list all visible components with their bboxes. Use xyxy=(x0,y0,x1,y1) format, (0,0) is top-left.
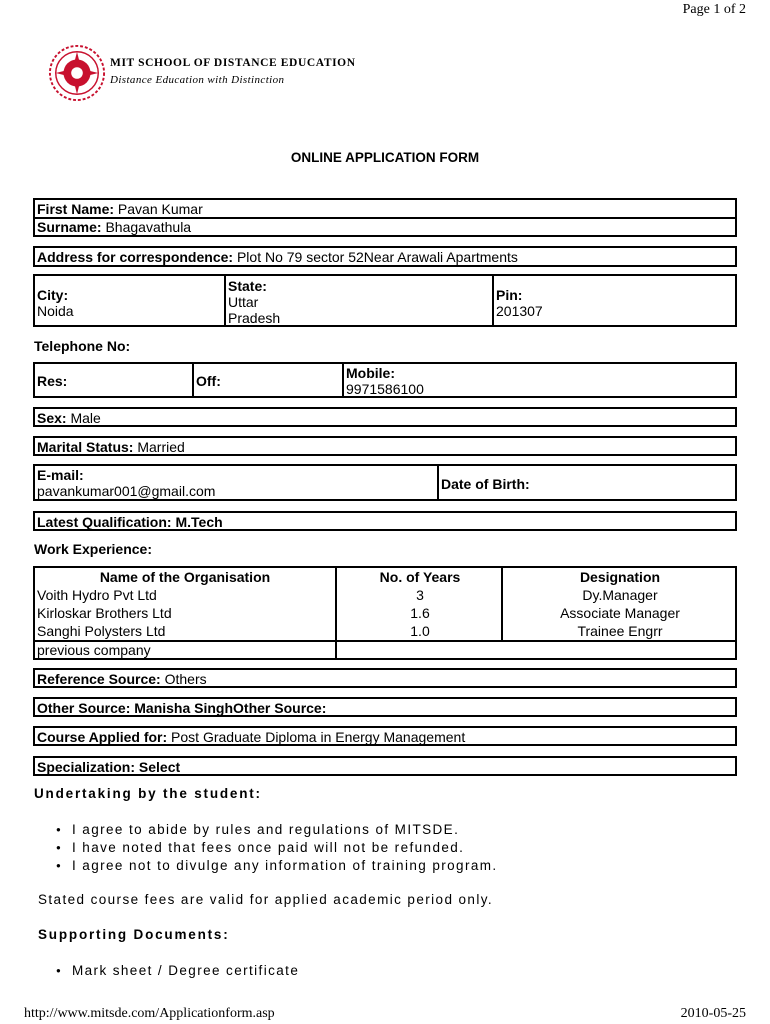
surname-value: Bhagavathula xyxy=(105,219,192,235)
off-label: Off: xyxy=(196,373,221,389)
address-section xyxy=(33,246,737,267)
years: 1.6 xyxy=(410,605,430,621)
col-header-designation: Designation xyxy=(579,569,661,585)
res-label: Res: xyxy=(37,373,68,389)
email-value: pavankumar001@gmail.com xyxy=(37,483,216,499)
address-value: Plot No 79 sector 52Near Arawali Apartments xyxy=(236,249,518,265)
first-name-value: Pavan Kumar xyxy=(117,201,203,217)
marital-label: Marital Status: xyxy=(37,439,134,455)
designation: Associate Manager xyxy=(560,605,680,621)
telephone-label: Telephone No: xyxy=(34,338,131,354)
state-value-line2: Pradesh xyxy=(228,310,281,326)
form-title: ONLINE APPLICATION FORM xyxy=(290,150,480,165)
footer-url[interactable]: http://www.mitsde.com/Applicationform.asp xyxy=(24,1006,275,1021)
address-label: Address for correspondence: xyxy=(37,249,234,265)
list-item: ● I agree to abide by rules and regulations of MITSDE. xyxy=(56,821,498,839)
sex-section xyxy=(33,407,737,427)
mobile-value: 9971586100 xyxy=(346,381,424,397)
email-label: E-mail: xyxy=(37,467,84,483)
org-name: Kirloskar Brothers Ltd xyxy=(37,605,172,621)
table-row xyxy=(35,604,735,622)
school-tagline: Distance Education with Distinction xyxy=(110,74,285,86)
reference-value: Others xyxy=(164,671,207,687)
city-label: City: xyxy=(37,287,69,303)
phone-section xyxy=(33,362,737,398)
course-label: Course Applied for: xyxy=(37,729,168,745)
table-row xyxy=(35,622,735,640)
org-name: Voith Hydro Pvt Ltd xyxy=(37,587,157,603)
work-experience-table xyxy=(33,566,737,660)
supporting-docs-title: Supporting Documents: xyxy=(38,927,230,942)
surname-label: Surname: xyxy=(37,219,102,235)
page-number: Page 1 of 2 xyxy=(682,2,746,17)
city-value: Noida xyxy=(37,303,74,319)
years: 1.0 xyxy=(410,623,430,639)
mit-logo-icon xyxy=(48,44,106,102)
work-experience-label: Work Experience: xyxy=(34,541,153,557)
table-row xyxy=(35,586,735,604)
course-value: Post Graduate Diploma in Energy Management xyxy=(171,729,466,745)
sex-value: Male xyxy=(70,410,101,426)
org-name: Sanghi Polysters Ltd xyxy=(37,623,166,639)
school-name: MIT SCHOOL OF DISTANCE EDUCATION xyxy=(110,57,356,69)
org-name: previous company xyxy=(37,642,151,658)
specialization-value: Specialization: Select xyxy=(37,759,181,775)
col-header-years: No. of Years xyxy=(379,569,461,585)
marital-value: Married xyxy=(137,439,185,455)
col-header-organisation: Name of the Organisation xyxy=(99,569,271,585)
years: 3 xyxy=(416,587,424,603)
reference-label: Reference Source: xyxy=(37,671,161,687)
pin-label: Pin: xyxy=(496,287,523,303)
reference-section xyxy=(33,668,737,688)
pin-value: 201307 xyxy=(496,303,543,319)
table-header-row xyxy=(35,568,735,586)
list-item: ● Mark sheet / Degree certificate xyxy=(56,962,299,980)
dob-label: Date of Birth: xyxy=(441,476,530,492)
fees-note: Stated course fees are valid for applied academic period only. xyxy=(38,892,494,907)
mobile-label: Mobile: xyxy=(346,365,395,381)
table-row xyxy=(35,641,735,659)
marital-section xyxy=(33,436,737,456)
state-label: State: xyxy=(228,278,267,294)
name-section xyxy=(33,198,737,237)
footer-date: 2010-05-25 xyxy=(680,1006,746,1021)
qualification-value: Latest Qualification: M.Tech xyxy=(37,514,223,530)
designation: Trainee Engrr xyxy=(577,623,663,639)
state-value-line1: Uttar xyxy=(228,294,259,310)
other-source-section xyxy=(33,697,737,717)
supporting-docs-list xyxy=(56,962,299,980)
list-item: ● I have noted that fees once paid will not be refunded. xyxy=(56,839,498,857)
sex-label: Sex: xyxy=(37,410,67,426)
course-section xyxy=(33,726,737,746)
location-section xyxy=(33,274,737,327)
undertaking-list xyxy=(56,821,498,875)
designation: Dy.Manager xyxy=(582,587,658,603)
first-name-label: First Name: xyxy=(37,201,115,217)
other-source-value: Other Source: Manisha SinghOther Source: xyxy=(37,700,327,716)
email-section xyxy=(33,464,737,501)
list-item: ● I agree not to divulge any information of training program. xyxy=(56,857,498,875)
specialization-section xyxy=(33,756,737,776)
qualification-section xyxy=(33,511,737,531)
undertaking-title: Undertaking by the student: xyxy=(34,786,262,801)
